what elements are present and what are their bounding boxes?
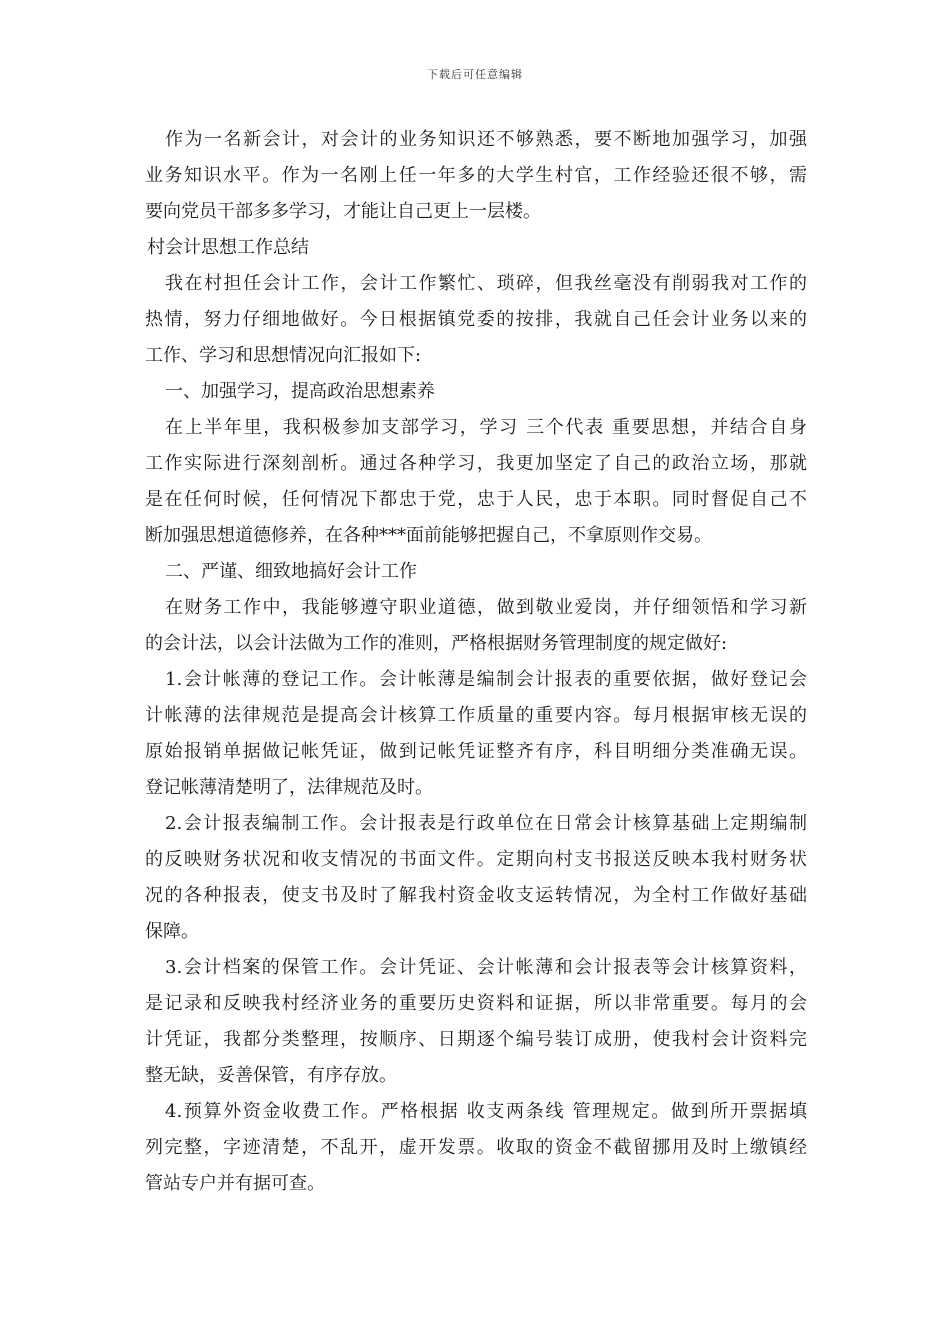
paragraph-line: 3.会计档案的保管工作。会计凭证、会计帐薄和会计报表等会计核算资料，	[165, 957, 807, 978]
paragraph-line: 是记录和反映我村经济业务的重要历史资料和证据，所以非常重要。每月的会	[145, 993, 807, 1014]
paragraph-line: 管站专户并有据可查。	[145, 1173, 325, 1194]
paragraph-line: 1.会计帐薄的登记工作。会计帐薄是编制会计报表的重要依据，做好登记会	[165, 669, 807, 690]
paragraph-line: 在上半年里，我积极参加支部学习，学习 三个代表 重要思想，并结合自身	[165, 417, 807, 438]
paragraph-line: 列完整，字迹清楚，不乱开，虚开发票。收取的资金不截留挪用及时上缴镇经	[145, 1137, 807, 1158]
paragraph-line: 4.预算外资金收费工作。严格根据 收支两条线 管理规定。做到所开票据填	[165, 1101, 807, 1122]
paragraph-line: 保障。	[145, 921, 199, 942]
section-title: 村会计思想工作总结	[147, 237, 309, 258]
paragraph-line: 况的各种报表，使支书及时了解我村资金收支运转情况，为全村工作做好基础	[145, 885, 807, 906]
paragraph-line: 业务知识水平。作为一名刚上任一年多的大学生村官，工作经验还很不够，需	[145, 165, 807, 186]
section-heading: 一、加强学习，提高政治思想素养	[165, 381, 435, 402]
paragraph-line: 工作实际进行深刻剖析。通过各种学习，我更加坚定了自己的政治立场，那就	[145, 453, 807, 474]
paragraph-line: 整无缺，妥善保管，有序存放。	[145, 1065, 397, 1086]
paragraph-line: 热情，努力仔细地做好。今日根据镇党委的按排，我就自己任会计业务以来的	[145, 309, 807, 330]
paragraph-line: 在财务工作中，我能够遵守职业道德，做到敬业爱岗，并仔细领悟和学习新	[165, 597, 807, 618]
paragraph-line: 的反映财务状况和收支情况的书面文件。定期向村支书报送反映本我村财务状	[145, 849, 807, 870]
paragraph-line: 2.会计报表编制工作。会计报表是行政单位在日常会计核算基础上定期编制	[165, 813, 807, 834]
paragraph-line: 作为一名新会计，对会计的业务知识还不够熟悉，要不断地加强学习，加强	[165, 129, 807, 150]
page-header-note: 下载后可任意编辑	[427, 68, 523, 81]
paragraph-line: 断加强思想道德修养，在各种***面前能够把握自己，不拿原则作交易。	[145, 525, 712, 546]
paragraph-line: 原始报销单据做记帐凭证，做到记帐凭证整齐有序，科目明细分类准确无误。	[145, 741, 807, 762]
paragraph-line: 计凭证，我都分类整理，按顺序、日期逐个编号装订成册，使我村会计资料完	[145, 1029, 807, 1050]
paragraph-line: 的会计法，以会计法做为工作的准则，严格根据财务管理制度的规定做好:	[145, 633, 728, 654]
paragraph-line: 是在任何时候，任何情况下都忠于党，忠于人民，忠于本职。同时督促自己不	[145, 489, 807, 510]
paragraph-line: 工作、学习和思想情况向汇报如下:	[145, 345, 422, 366]
paragraph-line: 我在村担任会计工作，会计工作繁忙、琐碎，但我丝毫没有削弱我对工作的	[165, 273, 807, 294]
paragraph-line: 要向党员干部多多学习，才能让自己更上一层楼。	[145, 201, 541, 222]
section-heading: 二、严谨、细致地搞好会计工作	[165, 561, 417, 582]
paragraph-line: 计帐薄的法律规范是提高会计核算工作质量的重要内容。每月根据审核无误的	[145, 705, 807, 726]
paragraph-line: 登记帐薄清楚明了，法律规范及时。	[145, 777, 433, 798]
document-body	[145, 122, 807, 1202]
